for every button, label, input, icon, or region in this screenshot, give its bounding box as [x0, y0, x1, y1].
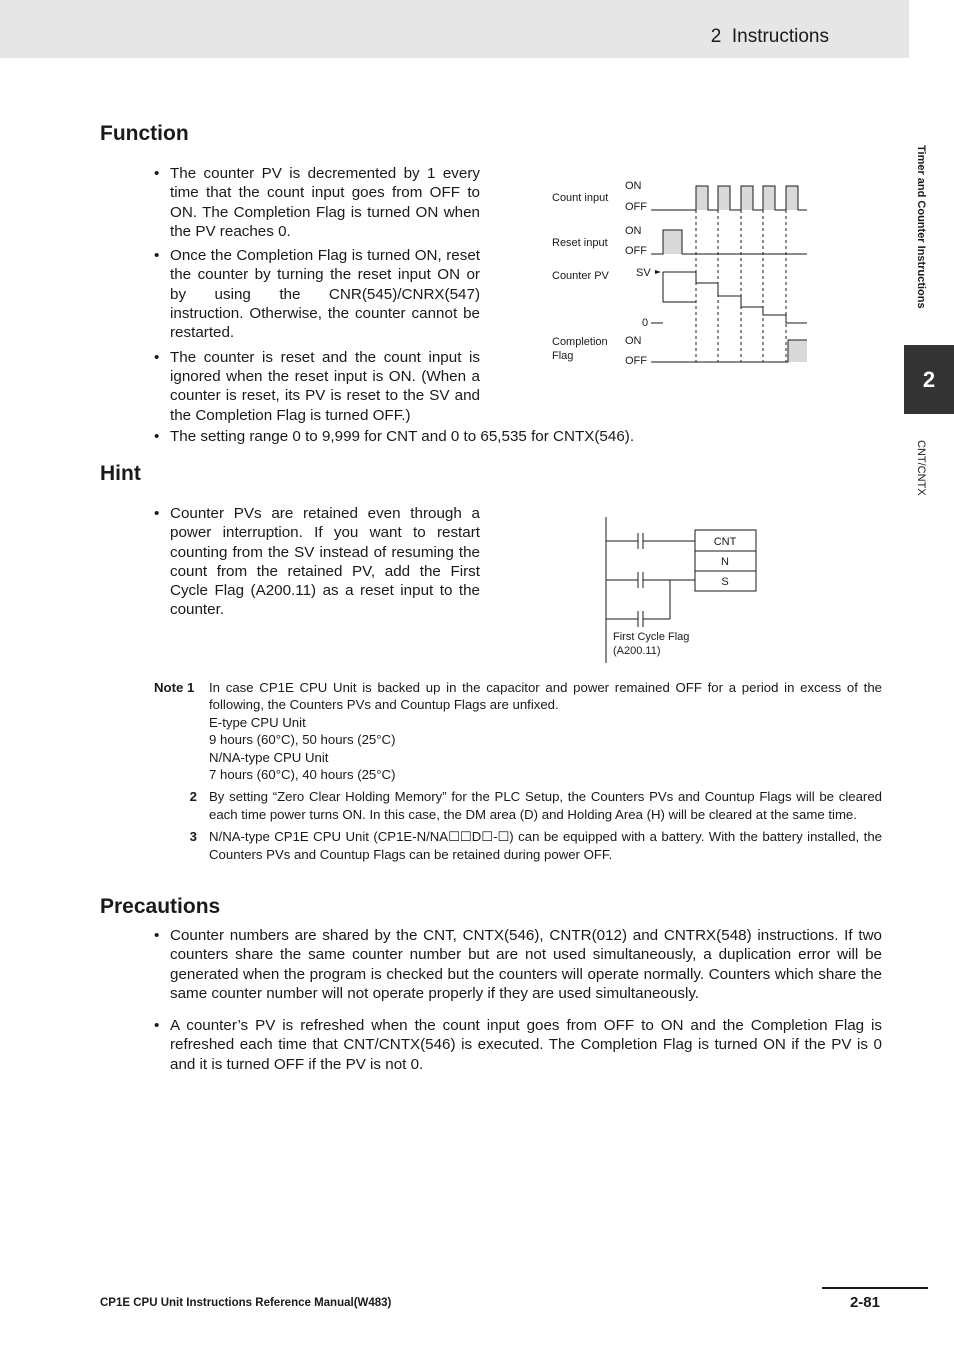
first-cycle-flag-address: (A200.11)	[613, 645, 661, 657]
function-bullet-list-continued	[154, 427, 714, 446]
precautions-bullet-1: • Counter numbers are shared by the CNT, CNTX(546), CNTR(012) and CNTRX(548) instructions. If two counters share the same counter number but are not used simultaneously, a duplication error will be generated when the program is checked but the counters will operate normally. Counters which share the same counter number will not operate properly if they are used simultaneously.	[154, 926, 882, 1003]
count-input-on-label: ON	[625, 180, 642, 192]
notes-block	[154, 679, 882, 868]
count-input-label: Count input	[552, 192, 609, 204]
ladder-diagram	[600, 515, 770, 665]
first-cycle-flag-label: First Cycle Flag	[613, 631, 690, 643]
count-pulse-2	[718, 186, 730, 210]
counter-pv-waveform	[663, 272, 807, 323]
timing-guide-lines	[696, 210, 786, 362]
reset-input-on-label: ON	[625, 225, 642, 237]
function-bullet-1: • The counter PV is decremented by 1 every time that the count input goes from OFF to ON. The Completion Flag is turned ON when the PV reaches 0.	[154, 164, 480, 241]
function-bullet-2: • Once the Completion Flag is turned ON, reset the counter by turning the reset input ON or by using the CNR(545)/CNRX(547) instruction. Otherwise, the counter cannot be restarted.	[154, 246, 480, 342]
precautions-bullet-2: • A counter’s PV is refreshed when the count input goes from OFF to ON and the Completion Flag is refreshed each time that CNT/CNTX(546) is executed. The Completion Flag is turned ON if the PV is 0 and it is turned OFF if the PV is not 0.	[154, 1016, 882, 1074]
page-header	[0, 0, 909, 58]
cnt-instruction-label: CNT	[713, 536, 737, 548]
hint-heading: Hint	[100, 462, 141, 485]
count-pulse-5	[786, 186, 798, 210]
note-1-text: In case CP1E CPU Unit is backed up in the capacitor and power remained OFF for a period in excess of the following, the Counters PVs and Countup Flags are unfixed.	[209, 680, 882, 713]
count-pulse-1	[696, 186, 708, 210]
note-3-text: N/NA-type CP1E CPU Unit (CP1E-N/NA☐☐D☐-☐) can be equipped with a battery. With the battery installed, the Counters PVs and Countup Flags can be retained during power OFF.	[209, 829, 882, 862]
note-1-e-type-hours: 9 hours (60°C), 50 hours (25°C)	[209, 732, 396, 748]
note-1-e-type: E-type CPU Unit	[209, 714, 306, 730]
side-tab-chapter-title: Timer and Counter Instructions	[915, 145, 927, 309]
counter-pv-label: Counter PV	[552, 270, 609, 282]
operand-n-label: N	[721, 556, 729, 568]
completion-flag-label-line2: Flag	[552, 350, 574, 362]
function-bullet-4: • The setting range 0 to 9,999 for CNT and 0 to 65,535 for CNTX(546).	[154, 427, 714, 446]
note-1	[154, 679, 882, 783]
side-tab-instruction-name: CNT/CNTX	[915, 440, 927, 496]
reset-pulse	[663, 230, 682, 254]
section-name: Instructions	[731, 26, 829, 47]
function-heading: Function	[100, 122, 189, 145]
zero-label: 0	[642, 317, 649, 329]
precautions-bullet-list	[154, 926, 882, 1074]
sv-arrow-icon	[655, 270, 661, 274]
hint-bullet-1: • Counter PVs are retained even through a power interruption. If you want to restart counting from the SV instead of resuming the count from the retained PV, add the First Cycle Flag (A200.11) as a reset input to the counter.	[154, 504, 480, 620]
completion-flag-label-line1: Completion	[552, 336, 608, 348]
note-2-label: 2	[189, 789, 197, 805]
function-bullet-3: • The counter is reset and the count input is ignored when the reset input is ON. (When a counter is reset, its PV is reset to the SV and the Completion Flag is turned OFF.)	[154, 348, 480, 425]
count-pulse-4	[763, 186, 775, 210]
note-1-label: Note 1	[154, 680, 195, 695]
footer-rule	[822, 1287, 928, 1289]
page-number: 2-81	[849, 1294, 880, 1311]
completion-off-label: OFF	[625, 355, 647, 367]
count-pulse-3	[741, 186, 753, 210]
note-1-n-type: N/NA-type CPU Unit	[209, 749, 329, 765]
count-input-off-label: OFF	[625, 201, 647, 213]
note-3-label: 3	[189, 829, 197, 845]
section-title	[711, 26, 829, 48]
completion-flag-waveform	[651, 340, 807, 362]
chapter-number-tab: 2	[904, 345, 954, 414]
counter-timing-chart	[545, 172, 825, 372]
reset-input-label: Reset input	[552, 237, 608, 249]
section-number: 2	[710, 26, 722, 47]
note-2	[154, 788, 882, 823]
note-2-text: By setting “Zero Clear Holding Memory” for the PLC Setup, the Counters PVs and Countup Flags will be cleared each time power turns ON. In this case, the DM area (D) and Holding Area (H) will be cleared at the same time.	[209, 789, 882, 822]
reset-input-off-label: OFF	[625, 245, 647, 257]
sv-label: SV	[636, 267, 651, 279]
note-1-n-type-hours: 7 hours (60°C), 40 hours (25°C)	[209, 767, 396, 783]
completion-on-label: ON	[625, 335, 642, 347]
manual-title: CP1E CPU Unit Instructions Reference Manual(W483)	[100, 1297, 392, 1309]
hint-bullet-list	[154, 504, 480, 620]
operand-s-label: S	[721, 576, 729, 588]
note-3	[154, 828, 882, 863]
precautions-heading: Precautions	[100, 895, 221, 918]
completion-flag-on-area	[788, 340, 807, 362]
function-bullet-list	[154, 164, 480, 425]
